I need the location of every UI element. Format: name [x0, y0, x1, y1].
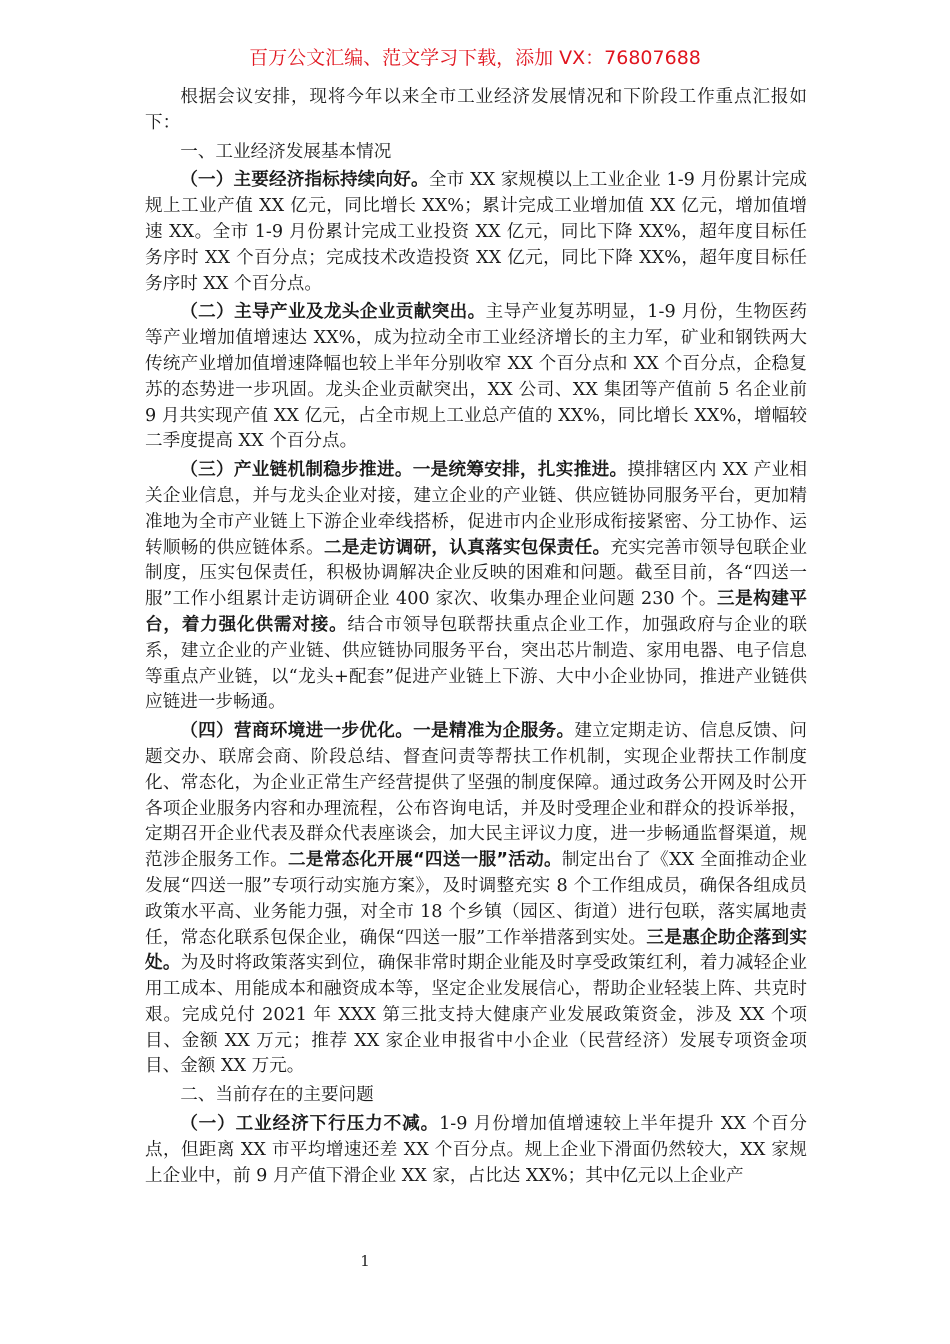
point-text-3: 为及时将政策落实到位，确保非常时期企业能及时享受政策红利，着力减轻企业用工成本、用能成本和融资成本等，坚定企业发展信心，帮助企业轻装上阵、共克时艰。完成兑付 2021 年 XXX 第三批支持大健康产业发展政策资金，涉及 XX 个项目、金额 XX 万元；推荐 XX 家企业申报省中小企业（民营经济）发展专项资金项目、金额 XX 万元。 [145, 953, 807, 1077]
point-lead-2: 二是走访调研，认真落实包保责任。 [324, 537, 611, 558]
section-heading-1: 一、工业经济发展基本情况 [180, 141, 392, 162]
point-lead-1: 一是精准为企服务。 [413, 721, 575, 742]
paragraph-lead: （四）营商环境进一步优化。 [180, 721, 414, 742]
paragraph-text: 1-9 月份增加值增速较上半年提升 XX 个百分点，但距离 XX 市平均增速还差 XX 个百分点。规上企业下滑面仍然较大，XX 家规上企业中，前 9 月产值下滑企业 XX 家，占比达 XX%；其中亿元以上企业产 [145, 1114, 807, 1186]
point-lead-3: 三是构建平台，着力强化供需对接。 [145, 589, 807, 635]
paragraph-lead: （一）工业经济下行压力不减。 [180, 1114, 440, 1135]
paragraph-text: 主导产业复苏明显，1-9 月份，生物医药等产业增加值增速达 XX%，成为拉动全市工业经济增长的主力军，矿业和钢铁两大传统产业增加值增速降幅也较上半年分别收窄 XX 个百分点和 XX 个百分点，企稳复苏的态势进一步巩固。龙头企业贡献突出，XX 公司、XX 集团等产值前 5 名企业前 9 月共实现产值 XX 亿元，占全市规上工业总产值的 XX%，同比增长 XX%，增幅较二季度提高 XX 个百分点。 [145, 302, 807, 452]
page-number: 1 [360, 1252, 370, 1270]
point-text-3: 结合市领导包联帮扶重点企业工作，加强政府与企业的联系，建立企业的产业链、供应链协同服务平台，突出芯片制造、家用电器、电子信息等重点产业链，以“龙头+配套”促进产业链上下游、大中小企业协同，推进产业链供应链进一步畅通。 [145, 614, 807, 713]
intro-paragraph: 根据会议安排，现将今年以来全市工业经济发展情况和下阶段工作重点汇报如下： [145, 87, 807, 133]
paragraph-1-2 [145, 300, 807, 455]
paragraph-lead: （二）主导产业及龙头企业贡献突出。 [180, 302, 486, 323]
point-lead-2: 二是常态化开展“四送一服”活动。 [287, 850, 562, 871]
point-text-1: 建立定期走访、信息反馈、问题交办、联席会商、阶段总结、督查问责等帮扶工作机制，实现企业帮扶工作制度化、常态化，为企业正常生产经营提供了坚强的制度保障。通过政务公开网及时公开各项企业服务内容和办理流程，公布咨询电话，并及时受理企业和群众的投诉举报，定期召开企业代表及群众代表座谈会，加大民主评议力度，进一步畅通监督渠道，规范涉企服务工作。 [145, 721, 807, 871]
point-text-2: 充实完善市领导包联企业制度，压实包保责任，积极协调解决企业反映的困难和问题。截至目前，各“四送一服”工作小组累计走访调研企业 400 家次、收集办理企业问题 230 个。 [145, 537, 807, 610]
paragraph-text: 全市 XX 家规模以上工业企业 1-9 月份累计完成规上工业产值 XX 亿元，同比增长 XX%；累计完成工业增加值 XX 亿元，增加值增速 XX。全市 1-9 月份累计完成工业投资 XX 亿元，同比下降 XX%，超年度目标任务序时 XX 个百分点；完成技术改造投资 XX 亿元，同比下降 XX%，超年度目标任务序时 XX 个百分点。 [145, 170, 807, 294]
section-heading-2: 二、当前存在的主要问题 [180, 1085, 374, 1106]
paragraph-2-1 [145, 1112, 807, 1189]
paragraph-lead: （一）主要经济指标持续向好。 [180, 170, 429, 191]
watermark-banner: 百万公文汇编、范文学习下载，添加 VX：76807688 [249, 47, 701, 69]
paragraph-1-3 [145, 458, 807, 716]
point-text-1: 摸排辖区内 XX 产业相关企业信息，并与龙头企业对接，建立企业的产业链、供应链协同服务平台，更加精准地为全市产业链上下游企业牵线搭桥，促进市内企业形成衔接紧密、分工协作、运转顺畅的供应链体系。 [145, 460, 807, 558]
point-lead-1: 一是统筹安排，扎实推进。 [412, 460, 628, 481]
paragraph-1-1 [145, 168, 807, 297]
point-text-2: 制定出台了《XX 全面推动企业发展“四送一服”专项行动实施方案》，及时调整充实 8 个工作组成员，确保各组成员政策水平高、业务能力强，对全市 18 个乡镇（园区、街道）进行包联，落实属地责任，常态化联系包保企业，确保“四送一服”工作举措落到实处。 [145, 850, 807, 948]
paragraph-1-4 [145, 719, 807, 1080]
document-body [145, 85, 807, 1189]
point-lead-3: 三是惠企助企落到实处。 [145, 927, 807, 974]
paragraph-lead: （三）产业链机制稳步推进。 [180, 460, 413, 481]
